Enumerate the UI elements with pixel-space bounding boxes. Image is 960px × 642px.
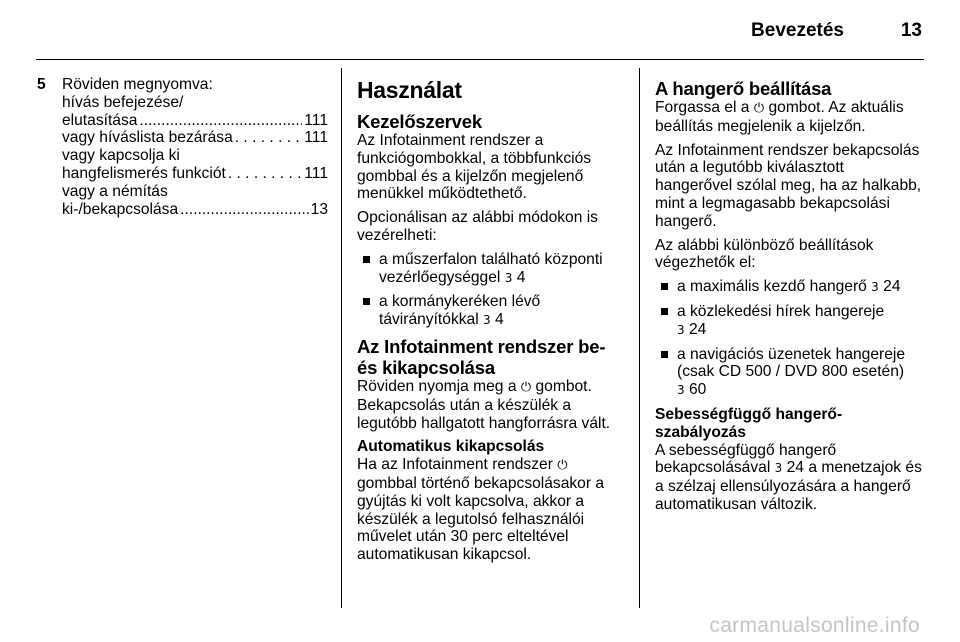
reference-arrow-icon: 3 — [677, 383, 685, 398]
paragraph: Röviden nyomja meg a ⏻ gombot. Bekapcsolás után a készülék a legutóbb hallgatott hangforrásra vált. — [357, 377, 611, 432]
power-knob-icon: ⏻ — [557, 458, 568, 474]
page-ref: 60 — [688, 381, 707, 399]
toc-entry-text: vagy híváslista bezárása — [62, 129, 233, 147]
dot-leader — [235, 129, 303, 147]
page-ref: 4 — [516, 268, 526, 286]
list-item: a kormánykeréken lévő távirányítókkal 3 4 — [363, 293, 627, 330]
bullet-list — [357, 251, 627, 330]
bullet-icon — [363, 298, 370, 305]
page-ref: 24 — [786, 459, 804, 477]
toc-entry-text: elutasítása — [62, 111, 138, 129]
toc-entry-text: hangfelismerés funkciót — [62, 164, 226, 182]
step-line: vagy a némítás — [62, 182, 168, 200]
dot-leader — [180, 201, 308, 219]
page-ref: 24 — [688, 320, 707, 338]
dot-leader — [139, 112, 302, 130]
reference-arrow-icon: 3 — [483, 313, 491, 328]
column-3 — [655, 74, 925, 520]
paragraph: Ha az Infotainment rendszer ⏻ gombbal történő bekapcsolásakor a gyújtás ki volt kapcsolva, akkor a készülék a legutolsó felhasználói művelet után 30 perc elteltével automatikusan kikapcsol. — [357, 456, 605, 564]
header-divider — [36, 59, 924, 60]
reference-arrow-icon: 3 — [774, 461, 783, 476]
toc-entry-page: 111 — [304, 129, 328, 147]
controls-heading: Kezelőszervek — [357, 111, 482, 132]
paragraph: Az Infotainment rendszer bekapcsolás után a legutóbb kiválasztott hangerővel szólal meg, ha az halkabb, mint a legmagasabb bekapcsolási hangerő. — [655, 141, 922, 230]
bullet-icon — [661, 351, 668, 358]
speed-volume-heading: Sebességfüggő hangerő-szabályozás — [655, 405, 843, 441]
bullet-icon — [661, 283, 668, 290]
page-header — [0, 0, 960, 62]
bullet-icon — [363, 256, 370, 263]
column-2 — [357, 74, 627, 570]
toc-entry-page: 13 — [310, 200, 328, 218]
toc-entry-text: ki-/bekapcsolása — [62, 200, 179, 218]
volume-heading: A hangerő beállítása — [655, 78, 832, 99]
chapter-title: Bevezetés — [751, 20, 844, 41]
column-1 — [37, 76, 328, 218]
column-divider-2 — [639, 68, 640, 608]
bullet-icon — [661, 308, 668, 315]
onoff-heading: Az Infotainment rendszer be- és kikapcsolása — [357, 335, 606, 378]
step-line: vagy kapcsolja ki — [62, 147, 180, 165]
paragraph: Az alábbi különböző beállítások végezhetők el: — [655, 236, 874, 272]
reference-arrow-icon: 3 — [504, 270, 513, 285]
list-item: a navigációs üzenetek hangereje (csak CD 500 / DVD 800 esetén) 3 60 — [661, 346, 925, 400]
watermark: carmanualsonline.info — [709, 614, 920, 637]
column-divider-1 — [341, 68, 342, 608]
auto-off-heading: Automatikus kikapcsolás — [357, 438, 545, 456]
power-knob-icon: ⏻ — [520, 379, 532, 395]
toc-entry-page: 111 — [304, 111, 328, 129]
toc-entry-page: 111 — [304, 164, 328, 182]
step-number: 5 — [37, 76, 46, 93]
paragraph: Az Infotainment rendszer a funkciógombokkal, a többfunkciós gombbal és a kijelzőn megjelenő menükkel működtethető. — [357, 132, 592, 203]
reference-arrow-icon: 3 — [871, 280, 879, 295]
list-item: a műszerfalon található központi vezérlőegységgel 3 4 — [363, 251, 627, 288]
section-title: Használat — [357, 77, 462, 103]
power-knob-icon: ⏻ — [753, 101, 765, 116]
toc-entry — [62, 165, 328, 183]
paragraph: Forgassa el a ⏻ gombot. Az aktuális beállítás megjelenik a kijelzőn. — [655, 99, 904, 135]
paragraph: A sebességfüggő hangerő bekapcsolásával 3 24 a menetzajok és a szélzaj ellensúlyozására a hangerő automatikusan változik. — [655, 441, 922, 513]
list-item: a közlekedési hírek hangereje 3 24 — [661, 303, 925, 340]
dot-leader — [228, 165, 302, 183]
reference-arrow-icon: 3 — [677, 322, 685, 337]
page-number: 13 — [900, 20, 922, 41]
bullet-list — [655, 278, 925, 400]
step-line: Röviden megnyomva: — [62, 76, 213, 93]
list-item: a maximális kezdő hangerő 3 24 — [661, 278, 925, 297]
toc-entry — [62, 201, 328, 219]
paragraph: Opcionálisan az alábbi módokon is vezérelheti: — [357, 209, 598, 244]
page-ref: 4 — [495, 311, 504, 329]
toc-entry — [62, 129, 328, 147]
step-line: hívás befejezése/ — [62, 93, 184, 111]
page-ref: 24 — [883, 278, 901, 296]
toc-entry — [62, 112, 328, 130]
